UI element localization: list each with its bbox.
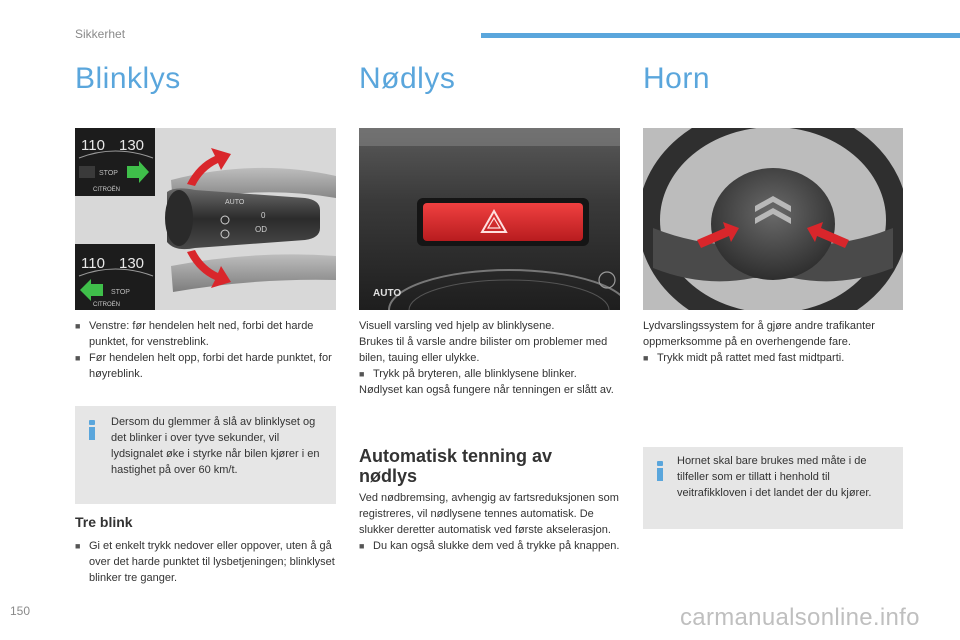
nodlys-note: Nødlyset kan også fungere når tenningen er slått av. bbox=[359, 384, 614, 396]
header-accent-bar bbox=[481, 33, 960, 38]
horn-hub bbox=[711, 168, 835, 280]
photo-turn-signal-stalk bbox=[75, 128, 336, 310]
info-box-blinklys bbox=[75, 406, 336, 504]
info-icon bbox=[656, 461, 664, 481]
stalk-od-label: OD bbox=[255, 225, 267, 234]
bullet-text-switch-off: Du kan også slukke dem ved å trykke på knappen. bbox=[373, 540, 620, 552]
automatisk-description bbox=[359, 490, 621, 554]
bullet-text-press-center: Trykk midt på rattet med fast midtparti. bbox=[657, 352, 845, 364]
photo-steering-wheel bbox=[643, 128, 903, 310]
page-number: 150 bbox=[10, 604, 31, 618]
bullet-text-right-turn: Før hendelen helt opp, forbi det harde punktet, for høyreblink. bbox=[89, 352, 332, 380]
bullet-item bbox=[75, 350, 335, 382]
bullet-marker-icon: ■ bbox=[643, 353, 649, 363]
auto-label: AUTO bbox=[373, 288, 402, 299]
gauge-inset-bottom bbox=[75, 244, 155, 310]
gauge-130-bottom: 130 bbox=[119, 255, 145, 272]
info-text-blinklys: Dersom du glemmer å slå av blinklyset og det blinker i over tyve sekunder, vil lydsignalet øke i styrke når bilen kjører i en hastighet på over 60 km/t. bbox=[111, 416, 320, 476]
bullet-marker-icon: ■ bbox=[75, 541, 81, 551]
info-box-horn bbox=[643, 447, 903, 529]
bullet-text-press-switch: Trykk på bryteren, alle blinklysene blinker. bbox=[373, 368, 577, 380]
gauge-110-bottom: 110 bbox=[81, 255, 105, 272]
stop-label-bottom: STOP bbox=[111, 289, 130, 296]
nodlys-paragraph-usage: Brukes til å varsle andre bilister om problemer med bilen, tauing eller ulykke. bbox=[359, 336, 608, 364]
title-nodlys: Nødlys bbox=[359, 62, 456, 95]
stalk-auto-label: AUTO bbox=[225, 199, 245, 206]
section-label: Sikkerhet bbox=[75, 27, 126, 41]
info-text-horn: Hornet skal bare brukes med måte i de tilfeller som er tillatt i henhold til veitrafikkloven i det landet der du kjører. bbox=[677, 455, 872, 499]
photo-hazard-switch bbox=[359, 128, 620, 310]
automatisk-paragraph: Ved nødbremsing, avhengig av fartsreduksjonen som registreres, vil nødlysene tennes automatisk. De slukker deretter automatisk ved første akselerasjon. bbox=[359, 492, 619, 536]
bullet-text-left-turn: Venstre: før hendelen helt ned, forbi det harde punktet, for venstreblink. bbox=[89, 320, 314, 348]
brand-label-top: CITROËN bbox=[93, 187, 120, 193]
bullet-marker-icon: ■ bbox=[75, 321, 81, 331]
stalk-zero-label: 0 bbox=[261, 211, 266, 220]
brand-label-bottom: CITROËN bbox=[93, 302, 120, 308]
horn-description bbox=[643, 318, 905, 366]
nodlys-paragraph-visual: Visuell varsling ved hjelp av blinklysene. bbox=[359, 320, 555, 332]
bullet-item bbox=[643, 350, 905, 366]
watermark: carmanualsonline.info bbox=[680, 604, 920, 631]
bullet-item bbox=[359, 366, 621, 382]
horn-paragraph: Lydvarslingssystem for å gjøre andre trafikanter oppmerksomme på en overhengende fare. bbox=[643, 320, 875, 348]
tre-blink-instructions bbox=[75, 538, 335, 586]
info-icon bbox=[88, 420, 96, 440]
bullet-marker-icon: ■ bbox=[75, 353, 81, 363]
stop-label-top: STOP bbox=[99, 170, 118, 177]
blinklys-instructions bbox=[75, 318, 335, 382]
nodlys-description bbox=[359, 318, 621, 398]
bullet-text-tre-blink: Gi et enkelt trykk nedover eller oppover, uten å gå over det harde punktet til lysbetjeningen; blinklyset blinker tre ganger. bbox=[89, 540, 335, 584]
title-blinklys: Blinklys bbox=[75, 62, 181, 95]
bullet-item bbox=[75, 318, 335, 350]
subheading-automatisk-tenning: Automatisk tenning av nødlys bbox=[359, 446, 553, 486]
bullet-marker-icon: ■ bbox=[359, 369, 365, 379]
bullet-item bbox=[75, 538, 335, 586]
bullet-marker-icon: ■ bbox=[359, 541, 365, 551]
title-horn: Horn bbox=[643, 62, 711, 95]
gauge-110-top: 110 bbox=[81, 137, 105, 154]
bullet-item bbox=[359, 538, 621, 554]
subheading-tre-blink: Tre blink bbox=[75, 514, 133, 530]
hazard-button bbox=[423, 203, 583, 241]
gauge-130-top: 130 bbox=[119, 137, 145, 154]
